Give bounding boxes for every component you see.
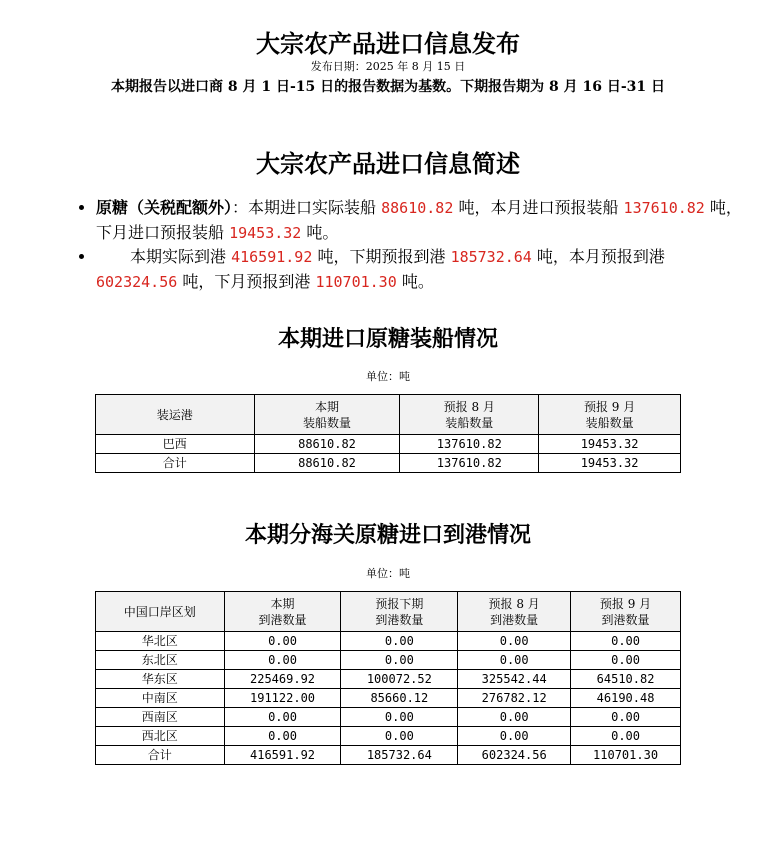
table-header-row xyxy=(96,592,681,632)
value-cell: 137610.82 xyxy=(400,435,539,454)
column-header xyxy=(400,395,539,435)
report-title: 大宗农产品进口信息发布 xyxy=(256,29,520,58)
table-row xyxy=(96,727,681,746)
summary-text: 吨，本月进口预报装船 xyxy=(453,198,624,217)
value-cell: 0.00 xyxy=(341,727,458,746)
column-header xyxy=(254,395,400,435)
header-line: 装船数量 xyxy=(445,415,494,430)
value-cell: 19453.32 xyxy=(539,454,681,473)
value-cell: 88610.82 xyxy=(254,435,400,454)
header-line: 预报下期 xyxy=(375,596,424,611)
summary-text: 吨，下期预报到港 xyxy=(312,247,451,266)
region-cell: 西南区 xyxy=(96,708,225,727)
value-cell: 0.00 xyxy=(224,632,341,651)
region-cell: 东北区 xyxy=(96,651,225,670)
header-line: 预报 8 月 xyxy=(443,399,495,414)
header-line: 装船数量 xyxy=(303,415,352,430)
table-row xyxy=(96,632,681,651)
value-cell: 0.00 xyxy=(571,727,681,746)
value-cell: 416591.92 xyxy=(224,746,341,765)
header-line: 到港数量 xyxy=(601,612,650,627)
value-cell: 88610.82 xyxy=(254,454,400,473)
table-row-total xyxy=(96,454,681,473)
value-cell: 0.00 xyxy=(341,651,458,670)
summary-text: 吨，本月预报到港 xyxy=(531,247,665,266)
value-cell: 0.00 xyxy=(571,632,681,651)
value-cell: 185732.64 xyxy=(341,746,458,765)
value-cell: 0.00 xyxy=(224,708,341,727)
value-cell: 191122.00 xyxy=(224,689,341,708)
header-line: 到港数量 xyxy=(258,612,307,627)
column-header xyxy=(571,592,681,632)
header-line: 到港数量 xyxy=(375,612,424,627)
summary-text: 吨。 xyxy=(301,222,339,242)
report-period-note: 本期报告以进口商 8 月 1 日-15 日的报告数据为基数。下期报告期为 8 月 16 日-31 日 xyxy=(110,79,666,95)
summary-text: 吨，下月预报到港 xyxy=(177,271,316,291)
summary-text: 吨，下月进口预报装船 xyxy=(96,198,742,242)
summary-item-shipping xyxy=(96,196,746,245)
value-cell: 19453.32 xyxy=(539,435,681,454)
value-cell: 110701.30 xyxy=(571,746,681,765)
value-cell: 85660.12 xyxy=(341,689,458,708)
value-cell: 137610.82 xyxy=(400,454,539,473)
value-cell: 225469.92 xyxy=(224,670,341,689)
region-cell: 西北区 xyxy=(96,727,225,746)
header-line: 预报 9 月 xyxy=(583,399,636,414)
value-cell: 0.00 xyxy=(571,651,681,670)
summary-text: ：本期进口实际装船 xyxy=(232,198,382,217)
table-header-row xyxy=(96,395,681,435)
value-cell: 276782.12 xyxy=(458,689,571,708)
column-header: 装运港 xyxy=(96,395,255,435)
publish-date: 发布日期：2025 年 8 月 15 日 xyxy=(310,60,466,73)
column-header xyxy=(539,395,681,435)
summary-item-arrival xyxy=(96,245,746,294)
value-cell: 0.00 xyxy=(458,727,571,746)
summary-text: 吨。 xyxy=(396,271,434,291)
column-header: 中国口岸区划 xyxy=(96,592,225,632)
next-period-arrival-value: 185732.64 xyxy=(450,248,532,266)
value-cell: 325542.44 xyxy=(458,670,571,689)
region-cell: 中南区 xyxy=(96,689,225,708)
value-cell: 0.00 xyxy=(224,651,341,670)
arrival-section-title: 本期分海关原糖进口到港情况 xyxy=(244,522,531,548)
header-line: 预报 8 月 xyxy=(488,596,540,611)
arrival-table-body xyxy=(96,632,681,765)
summary-text: 本期实际到港 xyxy=(130,247,232,266)
next-month-forecast-shipping-value: 19453.32 xyxy=(229,223,302,242)
value-cell: 0.00 xyxy=(224,727,341,746)
actual-shipping-value: 88610.82 xyxy=(381,199,454,217)
value-cell: 46190.48 xyxy=(571,689,681,708)
value-cell: 100072.52 xyxy=(341,670,458,689)
table-row-total xyxy=(96,746,681,765)
table-row xyxy=(96,651,681,670)
summary-list xyxy=(74,196,746,294)
value-cell: 0.00 xyxy=(458,632,571,651)
header-line: 装船数量 xyxy=(585,415,634,430)
summary-title: 大宗农产品进口信息简述 xyxy=(256,149,520,178)
column-header xyxy=(224,592,341,632)
shipping-section-title: 本期进口原糖装船情况 xyxy=(277,326,498,352)
value-cell: 0.00 xyxy=(341,708,458,727)
table-row xyxy=(96,670,681,689)
port-cell: 巴西 xyxy=(96,435,255,454)
column-header xyxy=(341,592,458,632)
actual-arrival-value: 416591.92 xyxy=(231,248,313,266)
table-row xyxy=(96,435,681,454)
next-month-forecast-arrival-value: 110701.30 xyxy=(315,272,397,291)
header-line: 到港数量 xyxy=(490,612,539,627)
month-forecast-arrival-value: 602324.56 xyxy=(96,272,178,291)
header-line: 本期 xyxy=(315,399,340,414)
value-cell: 0.00 xyxy=(571,708,681,727)
shipping-unit: 单位：吨 xyxy=(366,370,410,383)
header-line: 本期 xyxy=(270,596,295,611)
arrival-table xyxy=(95,591,681,765)
value-cell: 0.00 xyxy=(458,708,571,727)
region-cell: 华北区 xyxy=(96,632,225,651)
shipping-table xyxy=(95,394,681,473)
value-cell: 64510.82 xyxy=(571,670,681,689)
product-name: 原糖（关税配额外） xyxy=(96,198,233,217)
value-cell: 602324.56 xyxy=(458,746,571,765)
table-row xyxy=(96,708,681,727)
column-header xyxy=(458,592,571,632)
value-cell: 0.00 xyxy=(458,651,571,670)
region-cell: 华东区 xyxy=(96,670,225,689)
month-forecast-shipping-value: 137610.82 xyxy=(623,199,705,217)
value-cell: 0.00 xyxy=(341,632,458,651)
port-cell: 合计 xyxy=(96,454,255,473)
header-line: 预报 9 月 xyxy=(599,596,652,611)
region-cell: 合计 xyxy=(96,746,225,765)
table-row xyxy=(96,689,681,708)
arrival-unit: 单位：吨 xyxy=(366,567,410,580)
